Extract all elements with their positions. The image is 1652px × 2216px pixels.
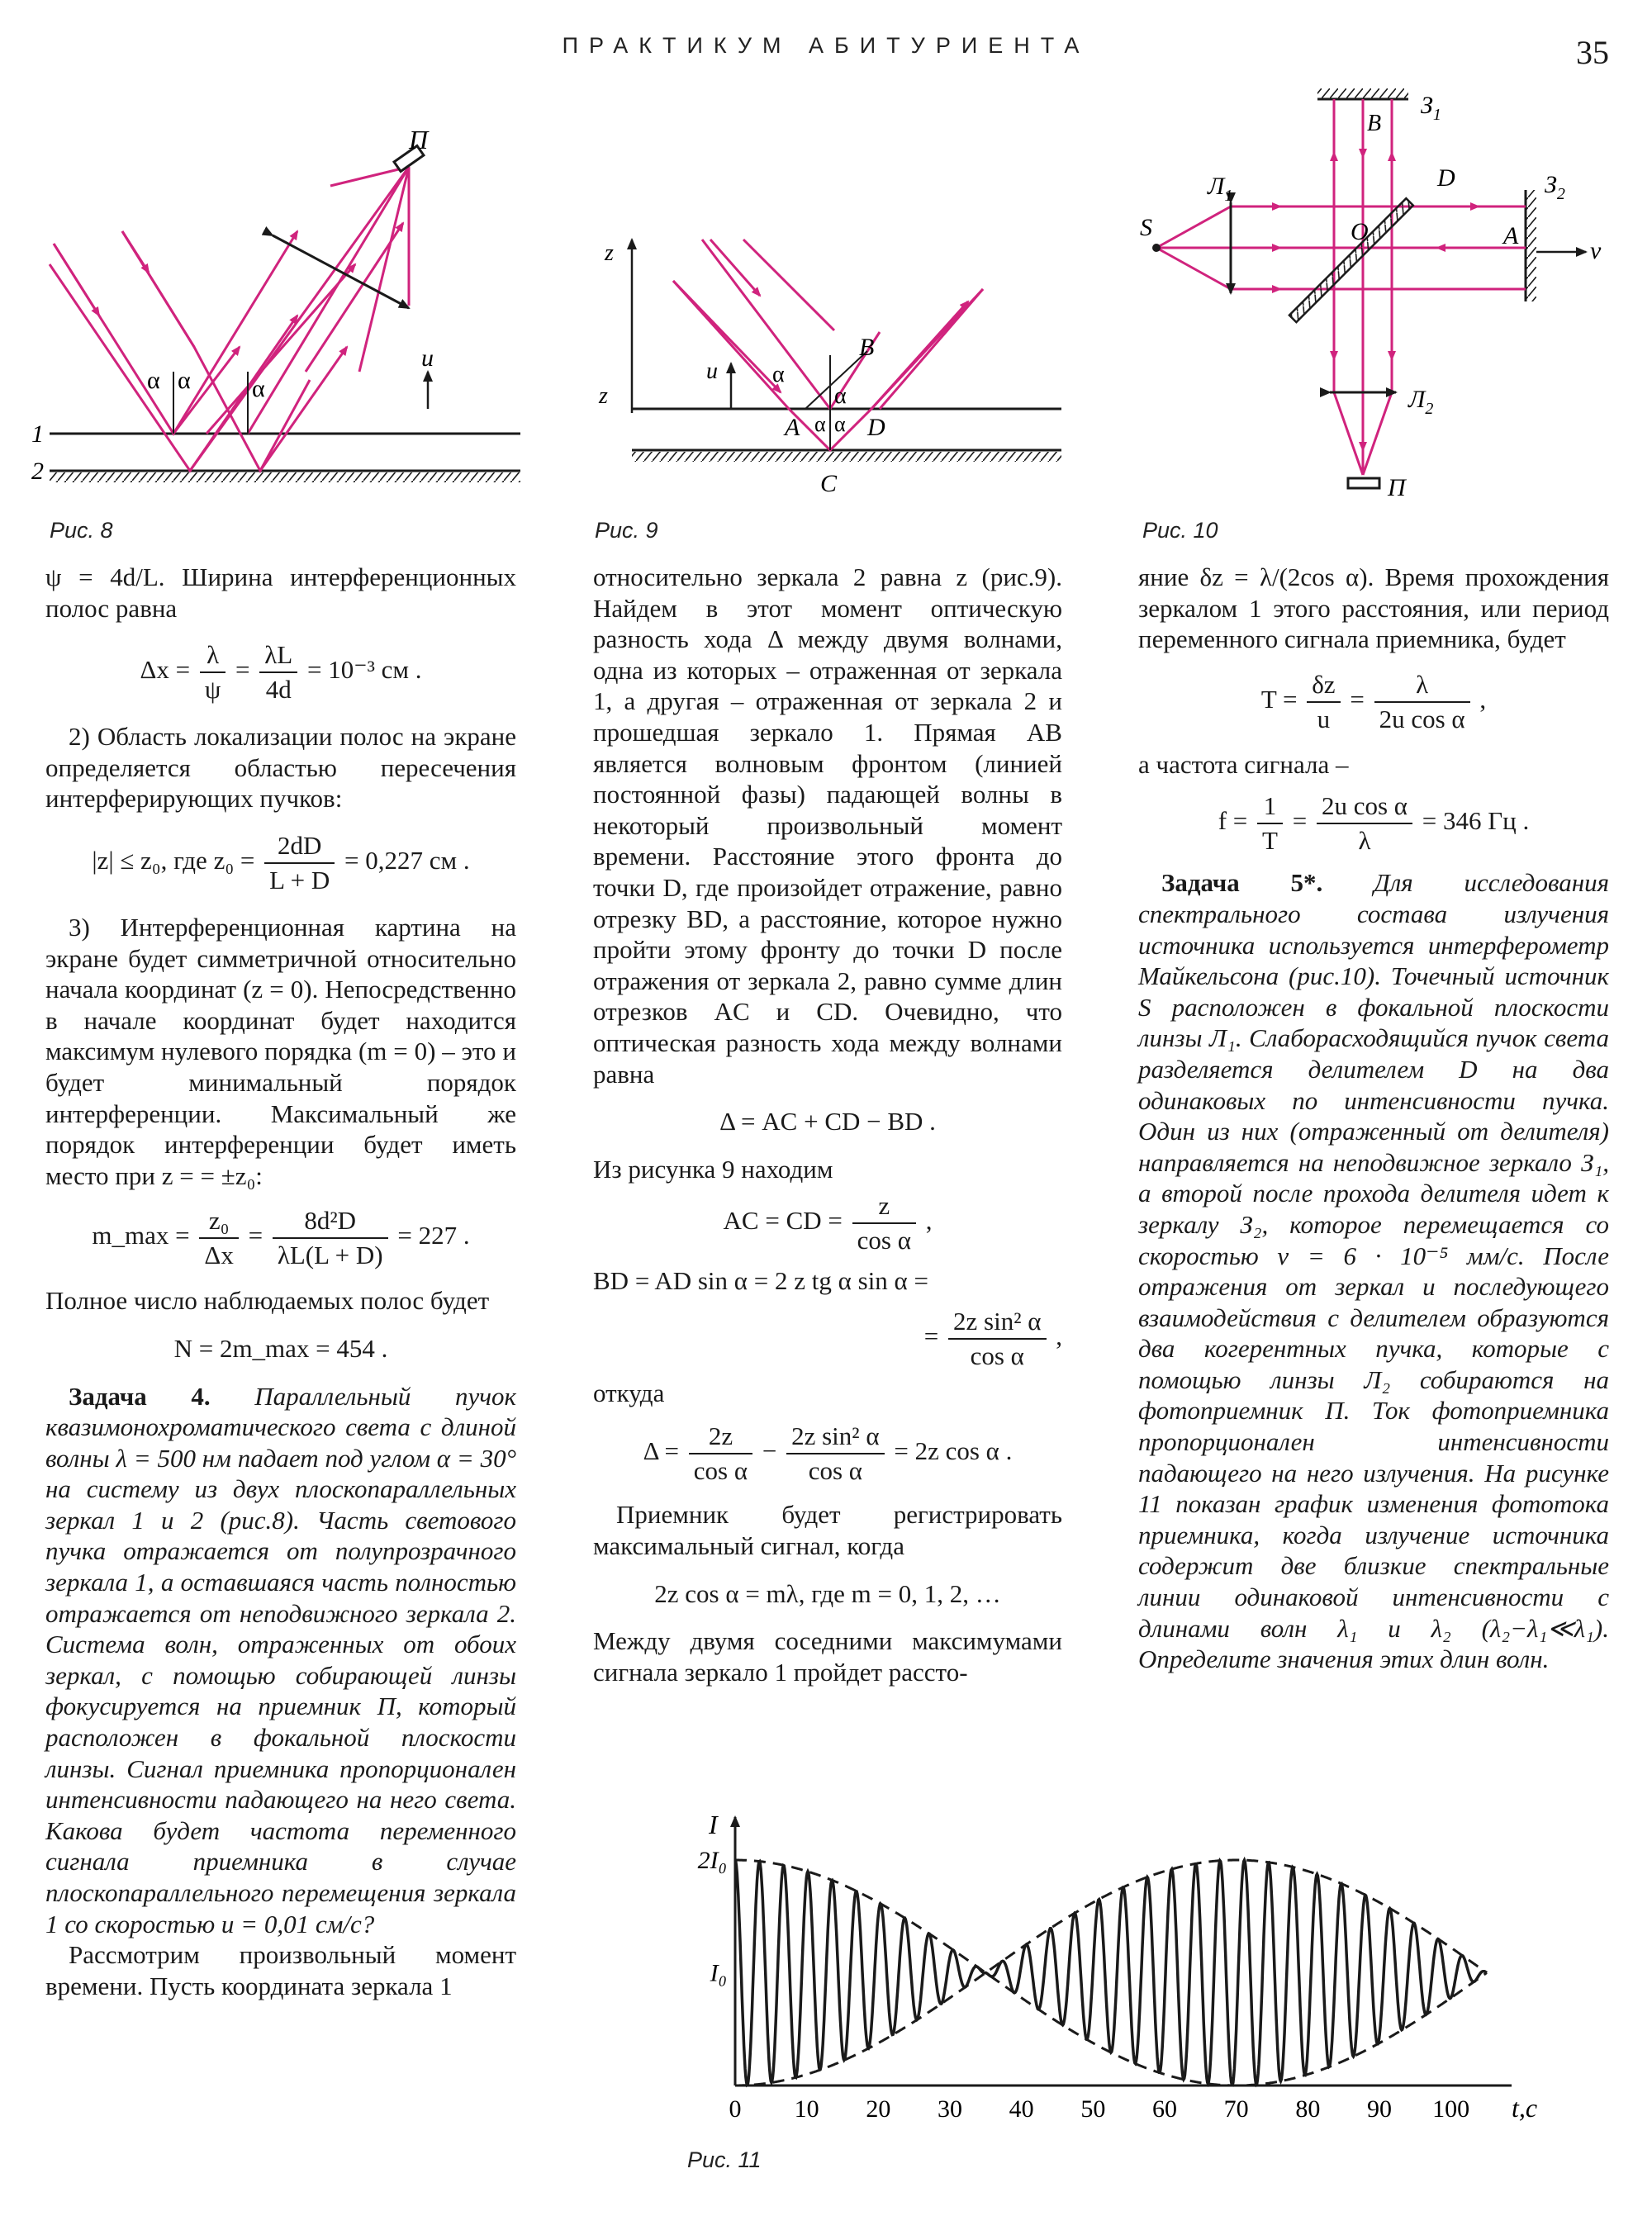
alpha-label: α — [178, 367, 191, 394]
formula-delta: Δ = AC + CD − BD . — [719, 1107, 936, 1136]
point-C-label: C — [820, 470, 838, 497]
paragraph: Рассмотрим произвольный момент времени. Пусть координата зеркала 1 — [45, 1940, 516, 2000]
paragraph: а частота сигнала – — [1138, 749, 1349, 779]
right-column — [1138, 562, 1609, 1675]
middle-column — [593, 562, 1062, 1687]
velocity-u-label: u — [421, 344, 434, 372]
paragraph: ψ = 4d/L. Ширина интерференционных полос равна — [45, 562, 516, 623]
x-tick-label: 30 — [938, 2095, 962, 2123]
paragraph: Между двумя соседними максимумами сигнала зеркало 1 пройдет рассто- — [593, 1626, 1062, 1687]
figure-8 — [33, 124, 529, 512]
formula-T: T = $\frac{\delta z}{u}$ = $\frac{\lambda}{\text{2u cos α}}$ , — [1260, 669, 1487, 733]
envelope-upper — [735, 1860, 1487, 1973]
x-tick-label: 60 — [1152, 2095, 1177, 2123]
figure-11-chart — [653, 1801, 1602, 2131]
receiver-P-label: П — [1388, 474, 1406, 501]
point-B-label: B — [859, 334, 875, 361]
left-column — [45, 562, 516, 2001]
formula-max-condition: 2z cos α = mλ, где m = 0, 1, 2, … — [654, 1578, 1001, 1608]
task-4: Задача 4. Параллельный пучок квазимонохроматического света с длиной волны λ = 500 нм падает под углом α = 30° на систему из двух плоскопараллельных зеркал 1 и 2 (рис.8). Часть светового пучка отражается от полупрозрачного зеркала 1, а оставшаяся часть полностью отражается от неподвижного зеркала 2. Система волн, отраженных от обоих зеркал, с помощью собирающей линзы фокусируется на приемник П, который расположен в фокальной плоскости линзы. Сигнал приемника пропорционален интенсивности падающего на него света. Какова будет частота переменного сигнала приемника в случае плоскопараллельного перемещения зеркала 1 со скоростью u = 0,01 см/с? — [45, 1381, 516, 1938]
x-tick-label: 100 — [1432, 2095, 1470, 2123]
y-tick-label: 2I₀ — [697, 1847, 727, 1874]
figure-9-caption: Рис. 9 — [595, 518, 658, 543]
paragraph: относительно зеркала 2 равна z (рис.9). Найдем в этот момент оптическую разность хода Δ между двумя волнами, одна из которых – отраженная от зеркала 1, а другая – отраженная от зеркала 2 и прошедшая зеркало 1. Прямая AB является волновым фронтом (линией постоянной фазы) падающей волны в некоторый произвольный момент времени. Расстояние этого фронта до точки D, где произойдет отражение, равно отрезку BD, а расстояние, которое нужно пройти этому фронту до точки D после отражения от зеркала 2, равно сумме длин отрезков AC и CD. Очевидно, что оптическая разность хода между волнами равна — [593, 562, 1062, 1089]
y-axis-label: I — [709, 1810, 718, 1839]
formula-AC: AC = CD = $\frac{z}{\text{cos α}}$ , — [723, 1191, 933, 1255]
x-axis-label: t,с — [1512, 2093, 1538, 2123]
mirror-Z2-label: $З_2$ — [1545, 171, 1565, 203]
alpha-label: α — [814, 412, 826, 436]
paragraph: Приемник будет регистрировать максимальный сигнал, когда — [593, 1500, 1062, 1561]
z-level-label: z — [599, 383, 608, 409]
figure-10 — [1132, 78, 1627, 508]
point-O-label: O — [1351, 218, 1369, 245]
velocity-v-label: v — [1590, 237, 1602, 264]
formula-BD: BD = AD sin α = 2 z tg α sin α = — [593, 1266, 929, 1296]
z-axis-label: z — [605, 240, 614, 266]
formula-dx: Δx = $\frac{\lambda}{\psi}$ = $\frac{\lambda L}{4d}$ = 10⁻³ см . — [140, 640, 422, 705]
alpha-label: α — [834, 412, 846, 436]
velocity-u-label: u — [706, 358, 718, 384]
formula-f: f = $\frac{1}{T}$ = $\frac{\text{2u cos α}}{\lambda}$ = 346 Гц . — [1218, 791, 1530, 856]
paragraph: яние δz = λ/(2cos α). Время прохождения зеркалом 1 этого расстояния, или период переменного сигнала приемника, будет — [1138, 562, 1609, 654]
mirror-2-label: 2 — [31, 458, 44, 485]
alpha-label: α — [252, 375, 265, 402]
x-tick-label: 70 — [1223, 2095, 1249, 2123]
point-A-label: A — [1503, 222, 1519, 249]
y-tick-label: I₀ — [710, 1959, 727, 1987]
x-tick-label: 50 — [1080, 2095, 1106, 2123]
mirror-Z1-label: $З_1$ — [1421, 92, 1441, 124]
figure-8-caption: Рис. 8 — [50, 518, 113, 543]
source-S-label: S — [1140, 214, 1152, 241]
page-number: 35 — [1576, 34, 1609, 71]
formula-z0: |z| ≤ z₀, где z₀ = $\frac{2dD}{L + D}$ = 0,227 см . — [92, 830, 470, 894]
x-tick-label: 10 — [794, 2095, 819, 2123]
formula-delta-result: Δ = $\frac{2z}{\text{cos α}}$ − $\frac{\text{2z sin² α}}{\text{cos α}}$ = 2z cos α . — [643, 1421, 1013, 1486]
receiver-label: П — [409, 125, 429, 154]
mirror-1-label: 1 — [31, 420, 44, 448]
x-tick-label: 20 — [866, 2095, 891, 2123]
paragraph: 2) Область локализации полос на экране определяется областью пересечения интерферирующих пучков: — [45, 722, 516, 814]
lens-L2-label: $Л_2$ — [1408, 386, 1434, 418]
formula-BD-result: = $\frac{\text{2z sin² α}}{\text{cos α}}$ , — [923, 1306, 1062, 1370]
figure-10-caption: Рис. 10 — [1142, 518, 1218, 543]
paragraph: 3) Интерференционная картина на экране будет симметричной относительно начала координат (z = 0). Непосредственно в начале координат будет находится максимум нулевого порядка (m = 0) – это и будет минимальный порядок интерференции. Максимальный же порядок интерференции будет иметь место при z = = ±z₀: — [45, 912, 516, 1190]
x-tick-label: 0 — [729, 2095, 742, 2123]
divider-D-label: D — [1437, 164, 1455, 192]
running-title: ПРАКТИКУМ АБИТУРИЕНТА — [562, 33, 1090, 58]
point-B-label: B — [1367, 111, 1382, 136]
paragraph: откуда — [593, 1378, 665, 1407]
x-tick-label: 40 — [1009, 2095, 1034, 2123]
point-D-label: D — [867, 414, 885, 441]
x-tick-label: 90 — [1367, 2095, 1392, 2123]
lens-L1-label: $Л_1$ — [1208, 173, 1233, 205]
task-5: Задача 5*. Для исследования спектрального состава излучения источника используется интерферометр Майкельсона (рис.10). Точечный источник S расположен в фокальной плоскости линзы Л₁. Слаборасходящийся пучок света разделяется делителем D на два одинаковых по интенсивности пучка. Один из них (отраженный от делителя) направляется на неподвижное зеркало З₁, а второй после прохода делителя идет к зеркалу З₂, которое перемещается со скоростью v = 6 · 10⁻⁵ мм/с. После отражения от зеркал и последующего взаимодействия с делителем образуются два когерентных пучка, которые с помощью линзы Л₂ собираются на фотоприемник П. Ток фотоприемника пропорционален интенсивности падающего на него излучения. На рисунке 11 показан график изменения фототока приемника, когда излучение источника содержит две близкие спектральные линии одинаковой интенсивности с длинами волн λ₁ и λ₂ (λ₂−λ₁≪λ₁). Определите значения этих длин волн. — [1138, 868, 1609, 1674]
paragraph: Из рисунка 9 находим — [593, 1154, 833, 1184]
alpha-label: α — [772, 362, 785, 387]
paragraph: Полное число наблюдаемых полос будет — [45, 1286, 490, 1316]
formula-mmax: m_max = $\frac{\text{z₀}}{\Delta x}$ = $\frac{\text{8d²D}}{\lambda L(L + D)}$ = 227 . — [92, 1206, 470, 1270]
figure-9 — [595, 223, 1074, 504]
alpha-label: α — [147, 367, 160, 394]
alpha-label: α — [834, 383, 847, 409]
figure-11-caption: Рис. 11 — [687, 2147, 762, 2172]
x-tick-label: 80 — [1295, 2095, 1321, 2123]
point-A-label: A — [785, 414, 800, 441]
formula-N: N = 2m_max = 454 . — [173, 1333, 388, 1363]
